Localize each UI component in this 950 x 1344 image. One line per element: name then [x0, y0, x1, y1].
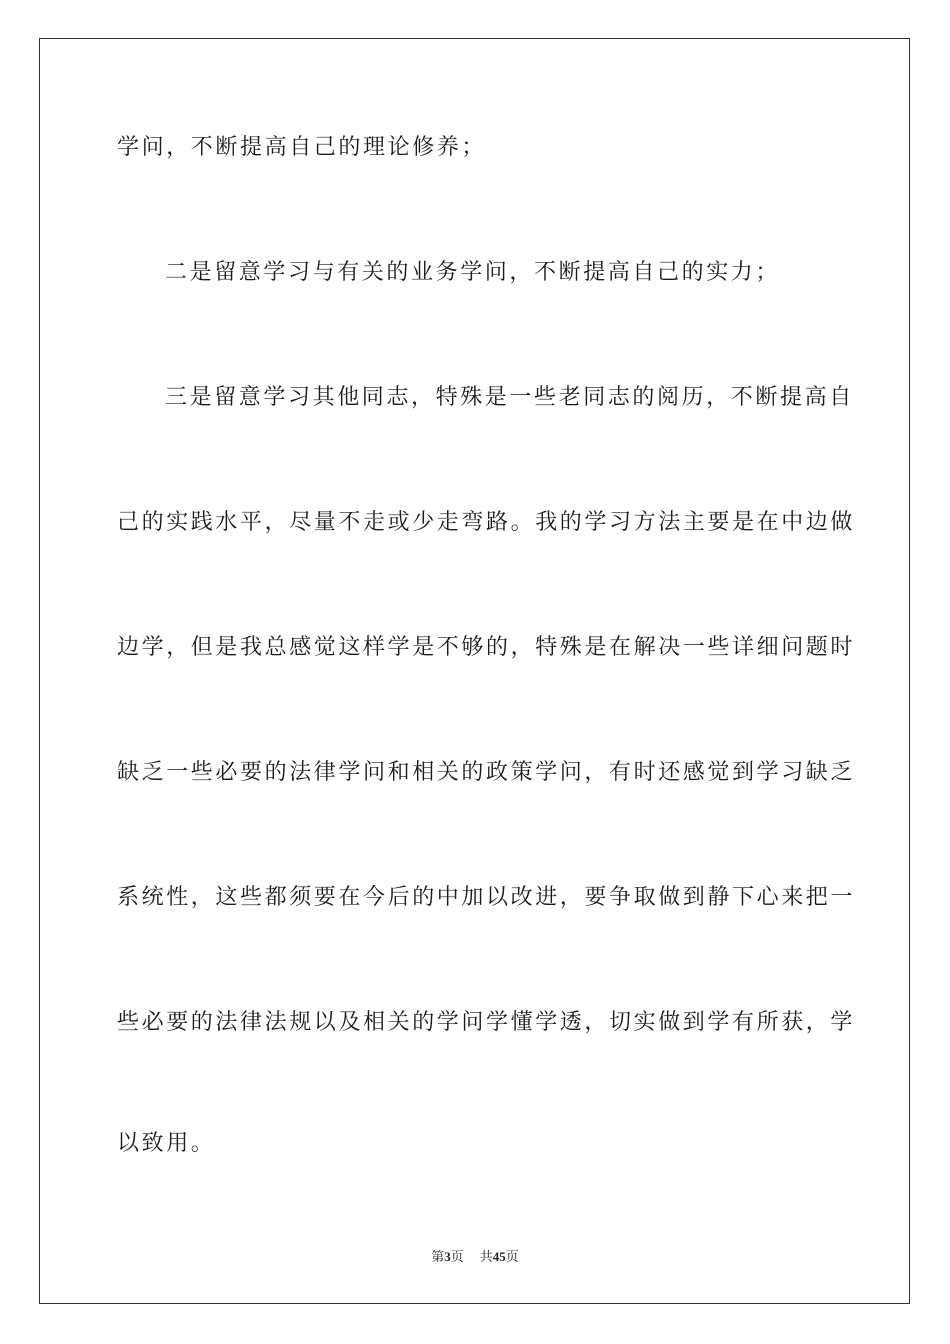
page-prefix: 第	[431, 1249, 445, 1264]
text-line-5: 边学，但是我总感觉这样学是不够的，特殊是在解决一些详细问题时	[117, 635, 856, 660]
page-footer	[0, 1246, 950, 1265]
text-line-8: 些必要的法律法规以及相关的学问学懂学透，切实做到学有所获，学	[117, 1010, 856, 1035]
total-prefix: 共	[479, 1249, 493, 1264]
total-suffix: 页	[505, 1249, 519, 1264]
page-suffix: 页	[450, 1249, 464, 1264]
text-line-7: 系统性，这些都须要在今后的中加以改进，要争取做到静下心来把一	[117, 885, 856, 910]
text-line-3: 三是留意学习其他同志，特殊是一些老同志的阅历，不断提高自	[165, 385, 854, 410]
text-line-9: 以致用。	[117, 1131, 216, 1156]
text-line-1: 学问，不断提高自己的理论修养；	[117, 135, 487, 160]
text-line-4: 己的实践水平，尽量不走或少走弯路。我的学习方法主要是在中边做	[117, 510, 856, 535]
text-line-6: 缺乏一些必要的法律学问和相关的政策学问，有时还感觉到学习缺乏	[117, 760, 856, 785]
text-line-2: 二是留意学习与有关的业务学问，不断提高自己的实力；	[165, 260, 781, 285]
page-border	[39, 38, 910, 1304]
total-pages: 45	[492, 1249, 506, 1264]
page-number: 3	[444, 1249, 451, 1264]
